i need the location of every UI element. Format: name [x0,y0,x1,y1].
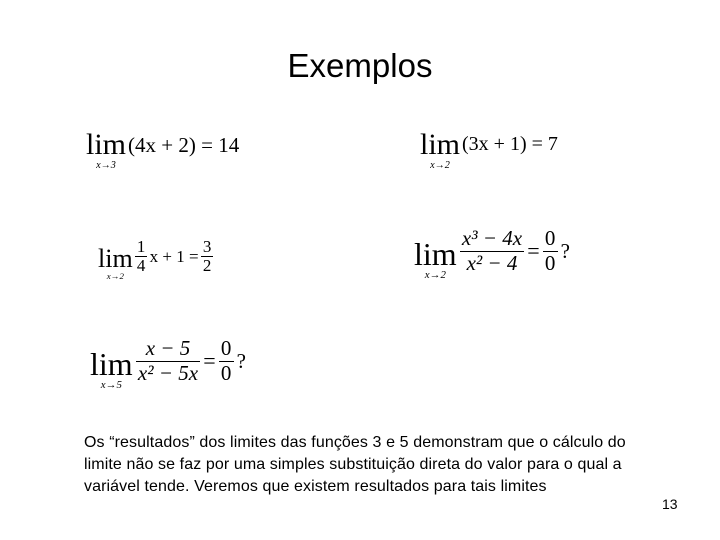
fraction-numerator: 0 [544,226,556,251]
lim-subscript: x→2 [430,160,450,172]
fraction-numerator: 0 [220,336,232,361]
limit-example-5 [90,330,246,392]
limit-example-4 [414,220,570,282]
fraction-numerator: 1 [136,236,146,256]
slide-title: Exemplos [287,47,433,84]
fraction-numerator: x − 5 [145,336,191,361]
fraction-denominator: x² − 4 [466,250,518,275]
lim-subscript: x→3 [96,160,116,172]
fraction-denominator: 0 [220,360,232,385]
limit-example-1 [86,130,239,171]
slide-caption: Os “resultados” dos limites das funções 3 e 5 demonstram que o cálculo do limite não se faz por uma simples substituição direta do valor para o qual a variável tende. Veremos que existem resultados para tais limites [84,434,626,495]
zero-over-zero [543,227,558,274]
zero-over-zero [219,337,234,384]
lim-word: lim [414,236,457,272]
limit-example-2 [420,130,558,171]
question-mark: ? [560,238,570,263]
lim-subscript: x→2 [424,269,446,282]
lim-subscript: x→2 [106,271,124,282]
fraction-denominator: 0 [544,250,556,275]
limit-operator [414,220,457,282]
limit-operator [90,330,133,392]
fraction-numerator: 3 [202,236,212,256]
limit-expression: (4x + 2) = 14 [128,133,240,157]
lim-word: lim [420,128,461,161]
page-number: 13 [662,496,678,512]
fraction-three-halves [201,238,213,276]
question-mark: ? [236,348,246,373]
fraction-one-quarter [135,238,147,276]
equals-sign: = [527,238,540,264]
rational-function [460,227,524,274]
limit-operator [420,130,460,171]
lim-subscript: x→5 [100,379,122,392]
fraction-denominator: 4 [136,256,146,276]
fraction-denominator: x² − 5x [137,360,199,385]
fraction-numerator: x³ − 4x [461,226,523,251]
lim-word: lim [98,244,133,273]
rational-function [136,337,200,384]
limit-expression: x + 1 = [149,246,199,266]
equals-sign: = [203,348,216,374]
fraction-denominator: 2 [202,256,212,276]
lim-word: lim [86,128,127,161]
limit-expression: (3x + 1) = 7 [462,133,558,155]
limit-example-3 [98,232,216,282]
limit-operator [98,232,133,282]
limit-operator [86,130,126,171]
lim-word: lim [90,346,133,382]
